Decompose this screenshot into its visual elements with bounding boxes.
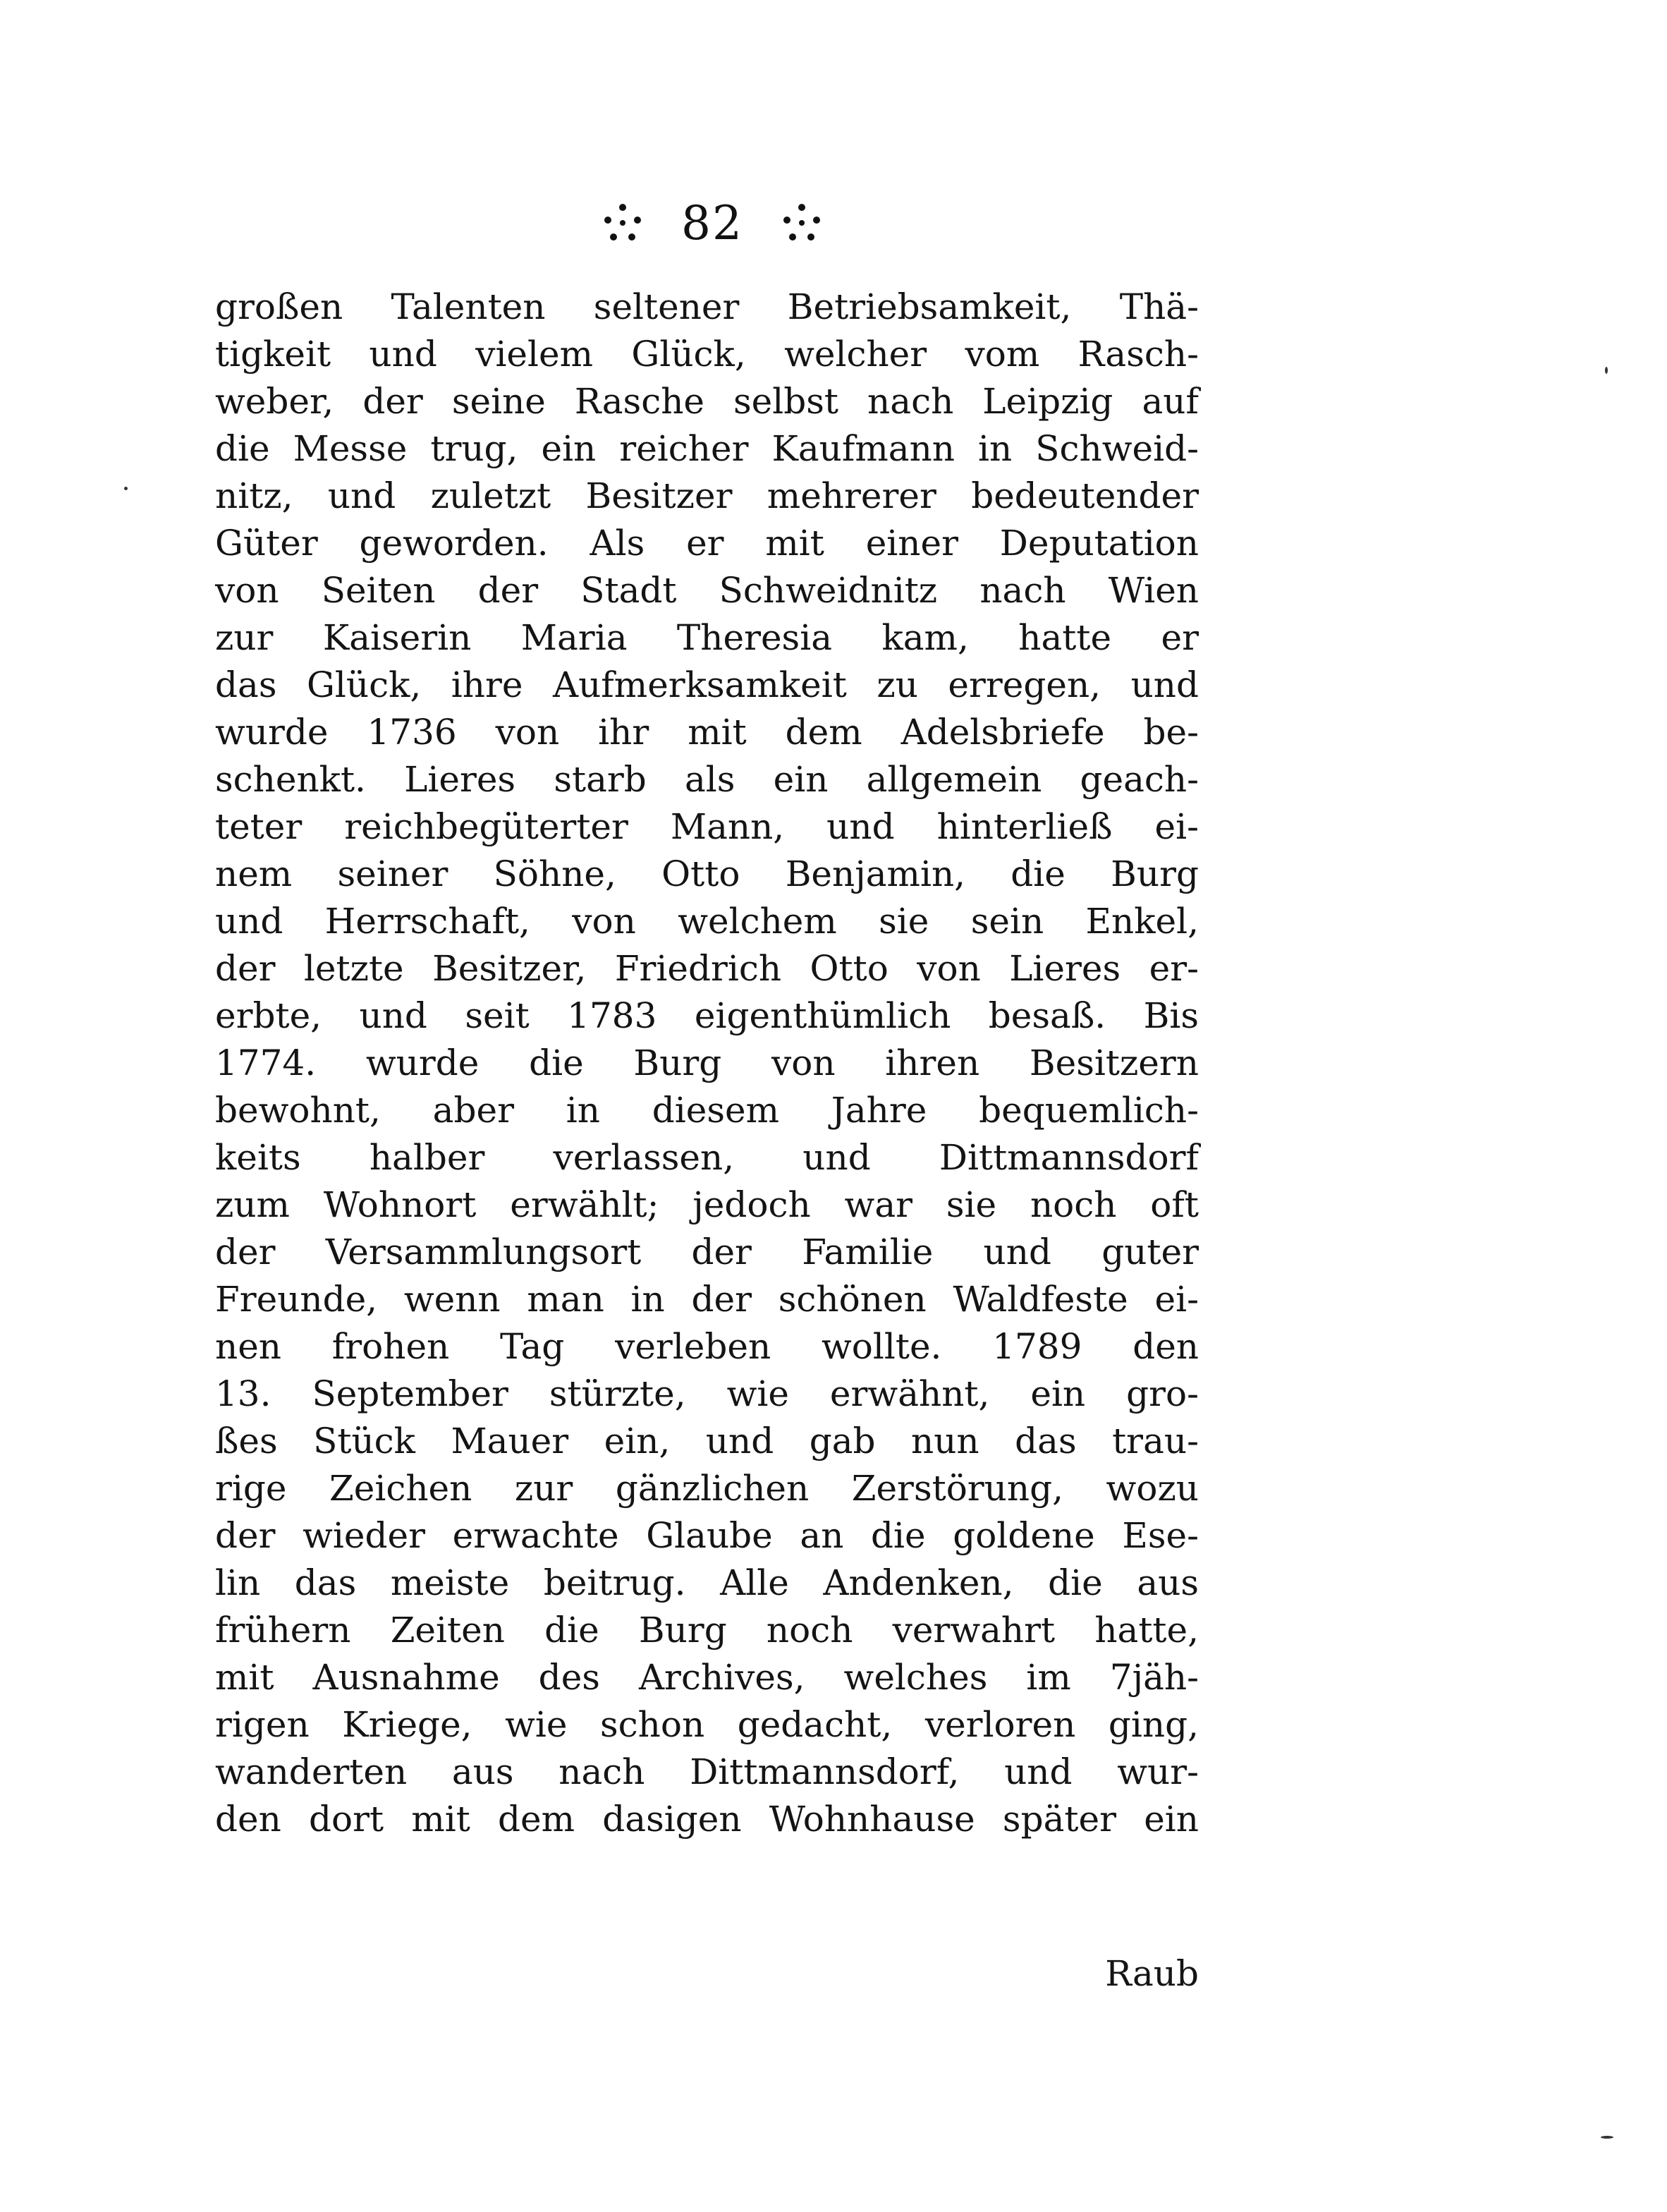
text-line: das Glück, ihre Aufmerksamkeit zu erregen, und [215,664,1199,705]
text-line: zum Wohnort erwählt; jedoch war sie noch oft [215,1184,1199,1225]
text-line: mit Ausnahme des Archives, welches im 7jäh- [215,1657,1199,1698]
text-line: wurde 1736 von ihr mit dem Adelsbriefe be- [215,712,1199,753]
text-line: frühern Zeiten die Burg noch verwahrt hatte, [215,1610,1199,1651]
page-number: 82 [681,196,743,250]
text-line: nem seiner Söhne, Otto Benjamin, die Burg [215,853,1199,894]
scan-speck [1605,367,1608,374]
text-line: weber, der seine Rasche selbst nach Leipzig auf [215,381,1199,422]
text-line: 13. September stürzte, wie erwähnt, ein gro- [215,1373,1199,1414]
text-line: schenkt. Lieres starb als ein allgemein geach- [215,759,1199,800]
text-line: die Messe trug, ein reicher Kaufmann in Schweid- [215,428,1199,469]
text-line: wanderten aus nach Dittmannsdorf, und wur- [215,1751,1199,1792]
text-line: der wieder erwachte Glaube an die goldene Ese- [215,1515,1199,1556]
text-line: großen Talenten seltener Betriebsamkeit, Thä- [215,286,1199,327]
text-line: erbte, und seit 1783 eigenthümlich besaß. Bis [215,995,1199,1036]
text-line: Freunde, wenn man in der schönen Waldfeste ei- [215,1279,1199,1320]
text-line: von Seiten der Stadt Schweidnitz nach Wien [215,570,1199,611]
scan-speck [124,487,128,490]
page-header [578,185,846,262]
text-line: rige Zeichen zur gänzlichen Zerstörung, wozu [215,1468,1199,1509]
text-line: nen frohen Tag verleben wollte. 1789 den [215,1326,1199,1367]
asterism-ornament-icon [777,199,826,248]
text-line: und Herrschaft, von welchem sie sein Enkel, [215,901,1199,942]
text-line: rigen Kriege, wie schon gedacht, verloren ging, [215,1704,1199,1745]
text-line: zur Kaiserin Maria Theresia kam, hatte er [215,617,1199,658]
text-line: der Versammlungsort der Familie und guter [215,1232,1199,1272]
text-line: bewohnt, aber in diesem Jahre bequemlich- [215,1090,1199,1131]
text-line: nitz, und zuletzt Besitzer mehrerer bedeutender [215,475,1199,516]
text-line: teter reichbegüterter Mann, und hinterließ ei- [215,806,1199,847]
catchword: Raub [1105,1953,1199,1994]
text-line: den dort mit dem dasigen Wohnhause später ein [215,1799,1199,1840]
text-line: tigkeit und vielem Glück, welcher vom Rasch- [215,334,1199,375]
text-line: ßes Stück Mauer ein, und gab nun das trau- [215,1421,1199,1462]
text-line: 1774. wurde die Burg von ihren Besitzern [215,1043,1199,1083]
text-line: lin das meiste beitrug. Alle Andenken, die aus [215,1562,1199,1603]
body-text [215,284,1199,1843]
scan-speck [1601,2136,1613,2139]
text-line: Güter geworden. Als er mit einer Deputation [215,523,1199,564]
text-line: keits halber verlassen, und Dittmannsdorf [215,1137,1199,1178]
asterism-ornament-icon [598,199,647,248]
text-line: der letzte Besitzer, Friedrich Otto von Lieres er- [215,948,1199,989]
